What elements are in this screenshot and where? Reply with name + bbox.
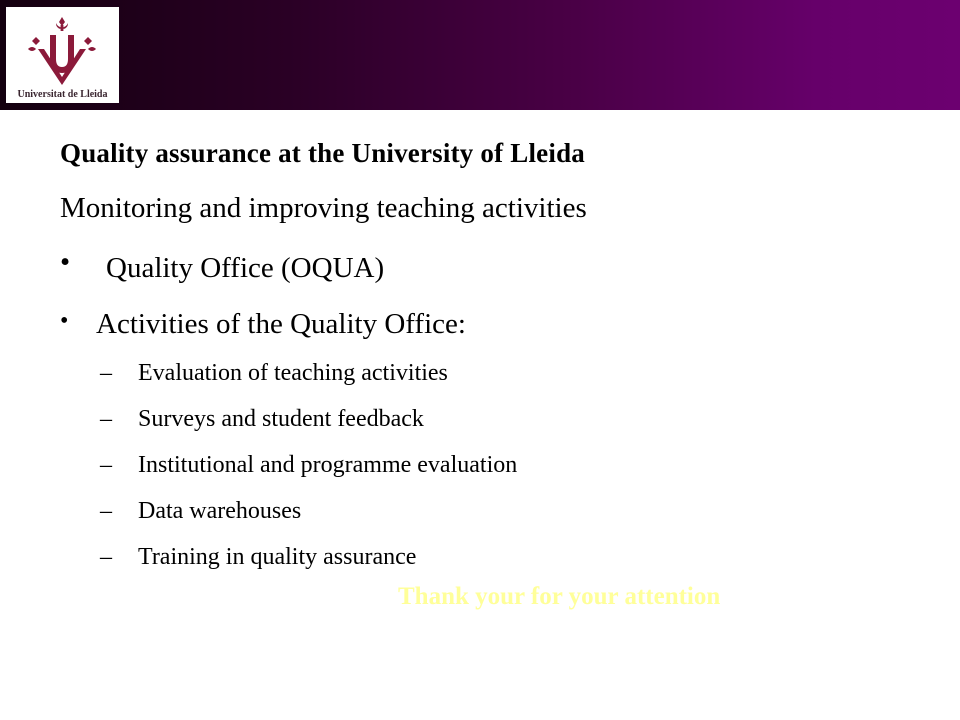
bullet-icon: • — [60, 308, 69, 334]
dash-icon: – — [100, 452, 112, 478]
slide-title: Quality assurance at the University of Lleida — [60, 138, 585, 168]
sub-bullet-text: Surveys and student feedback — [138, 406, 424, 432]
logo-text: Universitat de Lleida — [17, 89, 108, 100]
closing-text: Thank your for your attention — [398, 583, 721, 610]
dash-icon: – — [100, 360, 112, 386]
header-bar — [0, 0, 960, 110]
sub-bullet-text: Data warehouses — [138, 498, 302, 524]
dash-icon: – — [100, 544, 112, 570]
sub-bullet-text: Institutional and programme evaluation — [138, 452, 518, 478]
sub-bullet-text: Evaluation of teaching activities — [138, 360, 448, 386]
bullet-icon: • — [60, 246, 71, 278]
bullet-text: Activities of the Quality Office: — [96, 308, 466, 340]
university-logo — [6, 7, 119, 103]
dash-icon: – — [100, 498, 112, 524]
sub-bullet-text: Training in quality assurance — [138, 544, 417, 570]
bullet-text: Quality Office (OQUA) — [106, 252, 385, 284]
dash-icon: – — [100, 406, 112, 432]
slide-subtitle: Monitoring and improving teaching activities — [60, 192, 587, 224]
university-crest-icon — [22, 15, 102, 87]
